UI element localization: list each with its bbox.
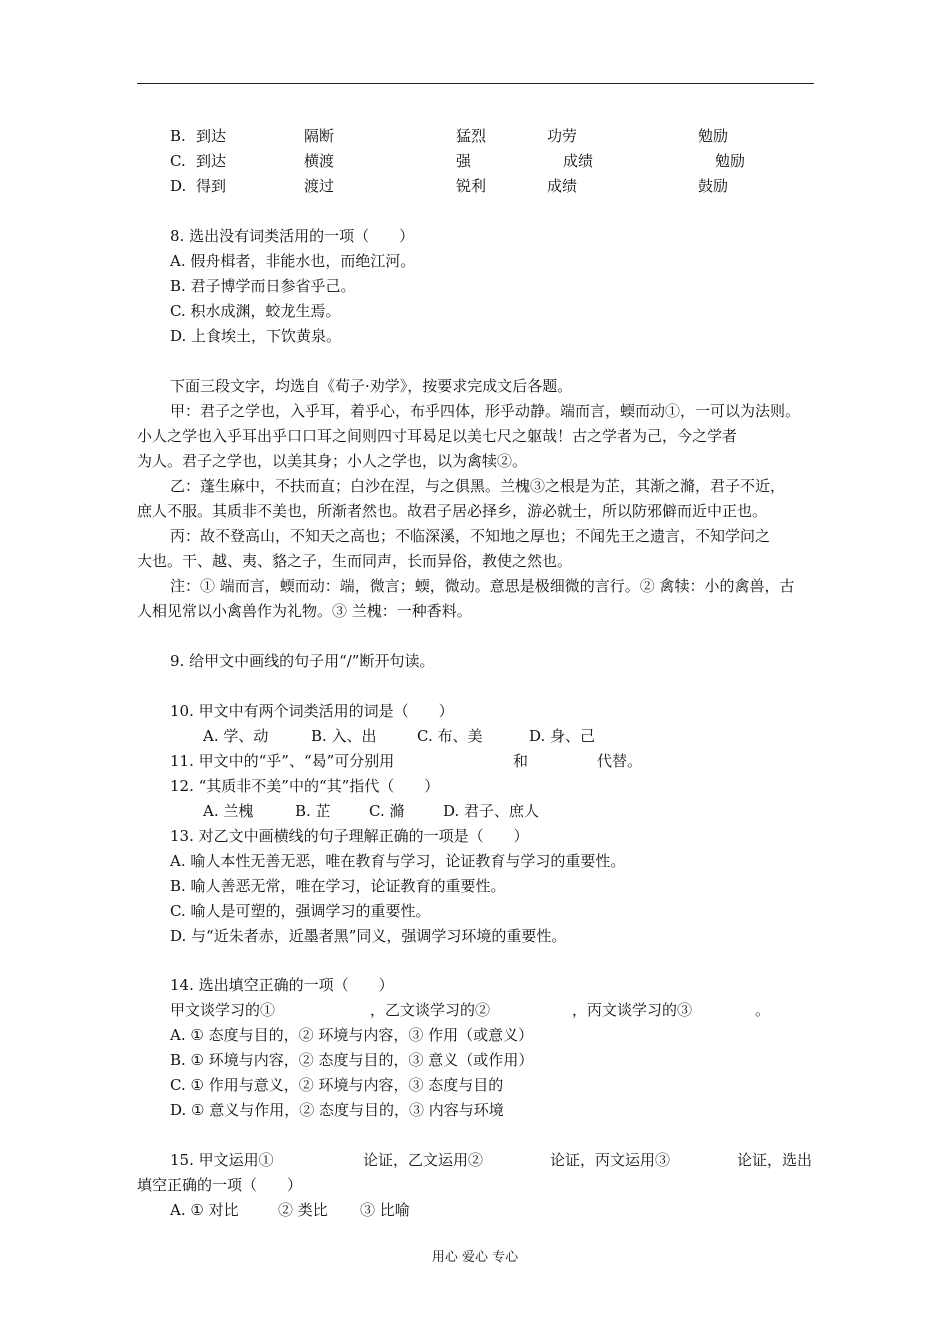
q8-option-b: B. 君子博学而日参省乎己。	[170, 277, 356, 295]
q13-option-a: A. 喻人本性无善无恶，唯在教育与学习，论证教育与学习的重要性。	[170, 852, 626, 870]
q15-line2: 填空正确的一项（ ）	[137, 1176, 303, 1194]
q9-stem: 9. 给甲文中画线的句子用“/”断开句读。	[170, 652, 435, 670]
q15-option-part: ③ 比喻	[360, 1201, 410, 1219]
passage-bing: 大也。干、越、夷、貉之子，生而同声，长而异俗，教使之然也。	[137, 552, 573, 570]
q12-option: C. 滫	[369, 802, 405, 820]
q10-stem: 10. 甲文中有两个词类活用的词是（ ）	[170, 702, 454, 720]
q15-part: 论证，选出	[737, 1151, 813, 1169]
q14-fill: 甲文谈学习的①	[170, 1001, 276, 1019]
passage-jia: 甲：君子之学也，入乎耳，着乎心，布乎四体，形乎动静。端而言，蝡而动①，一可以为法则。	[170, 402, 801, 420]
option-cell: 成绩	[547, 177, 578, 195]
option-cell: 成绩	[563, 152, 594, 170]
q13-option-b: B. 喻人善恶无常，唯在学习，论证教育的重要性。	[170, 877, 506, 895]
option-cell: 到达	[196, 152, 227, 170]
passage-yi: 乙：蓬生麻中，不扶而直；白沙在涅，与之俱黑。兰槐③之根是为芷，其渐之滫，君子不近，	[170, 477, 786, 495]
q8-stem: 8. 选出没有词类活用的一项（ ）	[170, 227, 415, 245]
q14-fill: ，乙文谈学习的②	[370, 1001, 491, 1019]
q14-fill: 。	[755, 1001, 771, 1019]
option-cell: 渡过	[304, 177, 335, 195]
q12-option: A. 兰槐	[203, 802, 254, 820]
q13-option-d: D. 与“近朱者赤，近墨者黑”同义，强调学习环境的重要性。	[170, 927, 567, 945]
passage-bing: 丙：故不登高山，不知天之高也；不临深溪，不知地之厚也；不闻先王之遗言，不知学问之	[170, 527, 771, 545]
q15-part: 15. 甲文运用①	[170, 1151, 274, 1169]
q14-option-b: B. ① 环境与内容，② 态度与目的，③ 意义（或作用）	[170, 1051, 534, 1069]
q13-stem: 13. 对乙文中画横线的句子理解正确的一项是（ ）	[170, 827, 529, 845]
q10-option: A. 学、动	[203, 727, 269, 745]
q14-stem: 14. 选出填空正确的一项（ ）	[170, 976, 394, 994]
q8-option-a: A. 假舟楫者，非能水也，而绝江河。	[170, 252, 416, 270]
passage-intro: 下面三段文字，均选自《荀子·劝学》，按要求完成文后各题。	[170, 377, 573, 395]
q14-option-a: A. ① 态度与目的，② 环境与内容，③ 作用（或意义）	[170, 1026, 534, 1044]
passage-jia: 小人之学也入乎耳出乎口口耳之间则四寸耳曷足以美七尺之躯哉！古之学者为己，今之学者	[137, 427, 738, 445]
option-cell: 鼓励	[698, 177, 729, 195]
q14-option-c: C. ① 作用与意义，② 环境与内容，③ 态度与目的	[170, 1076, 504, 1094]
option-letter: C.	[170, 152, 186, 170]
option-letter: D.	[170, 177, 187, 195]
option-cell: 勉励	[698, 127, 729, 145]
q10-option: D. 身、己	[529, 727, 596, 745]
q8-option-d: D. 上食埃土，下饮黄泉。	[170, 327, 342, 345]
option-cell: 横渡	[304, 152, 335, 170]
option-cell: 锐利	[456, 177, 487, 195]
option-cell: 功劳	[547, 127, 578, 145]
q11-part: 代替。	[597, 752, 643, 770]
option-cell: 隔断	[304, 127, 335, 145]
q13-option-c: C. 喻人是可塑的，强调学习的重要性。	[170, 902, 431, 920]
option-cell: 猛烈	[456, 127, 487, 145]
option-letter: B.	[170, 127, 186, 145]
q15-option-part: A. ① 对比	[170, 1201, 239, 1219]
option-cell: 强	[456, 152, 472, 170]
option-cell: 到达	[196, 127, 227, 145]
q11-part: 和	[513, 752, 529, 770]
q15-part: 论证，丙文运用③	[550, 1151, 671, 1169]
q11-part: 11. 甲文中的“乎”、“曷”可分别用	[170, 752, 395, 770]
page-footer: 用心 爱心 专心	[431, 1250, 519, 1265]
option-cell: 勉励	[715, 152, 746, 170]
q12-option: B. 芷	[295, 802, 331, 820]
q10-option: B. 入、出	[311, 727, 377, 745]
header-rule	[137, 83, 814, 84]
q14-fill: ，丙文谈学习的③	[572, 1001, 693, 1019]
q12-option: D. 君子、庶人	[443, 802, 540, 820]
option-cell: 得到	[196, 177, 227, 195]
q10-option: C. 布、美	[417, 727, 483, 745]
passage-yi: 庶人不服。其质非不美也，所渐者然也。故君子居必择乡，游必就士，所以防邪僻而近中正也。	[137, 502, 768, 520]
q8-option-c: C. 积水成渊，蛟龙生焉。	[170, 302, 341, 320]
passage-jia: 为人。君子之学也，以美其身；小人之学也，以为禽犊②。	[137, 452, 528, 470]
passage-note: 人相见常以小禽兽作为礼物。③ 兰槐：一种香料。	[137, 602, 472, 620]
q15-option-part: ② 类比	[278, 1201, 328, 1219]
q14-option-d: D. ① 意义与作用，② 态度与目的，③ 内容与环境	[170, 1101, 504, 1119]
passage-note: 注：① 端而言，蝡而动：端，微言；蝡，微动。意思是极细微的言行。② 禽犊：小的禽兽，古	[170, 577, 795, 595]
q12-stem: 12. “其质非不美”中的“其”指代（ ）	[170, 777, 440, 795]
q15-part: 论证，乙文运用②	[363, 1151, 484, 1169]
